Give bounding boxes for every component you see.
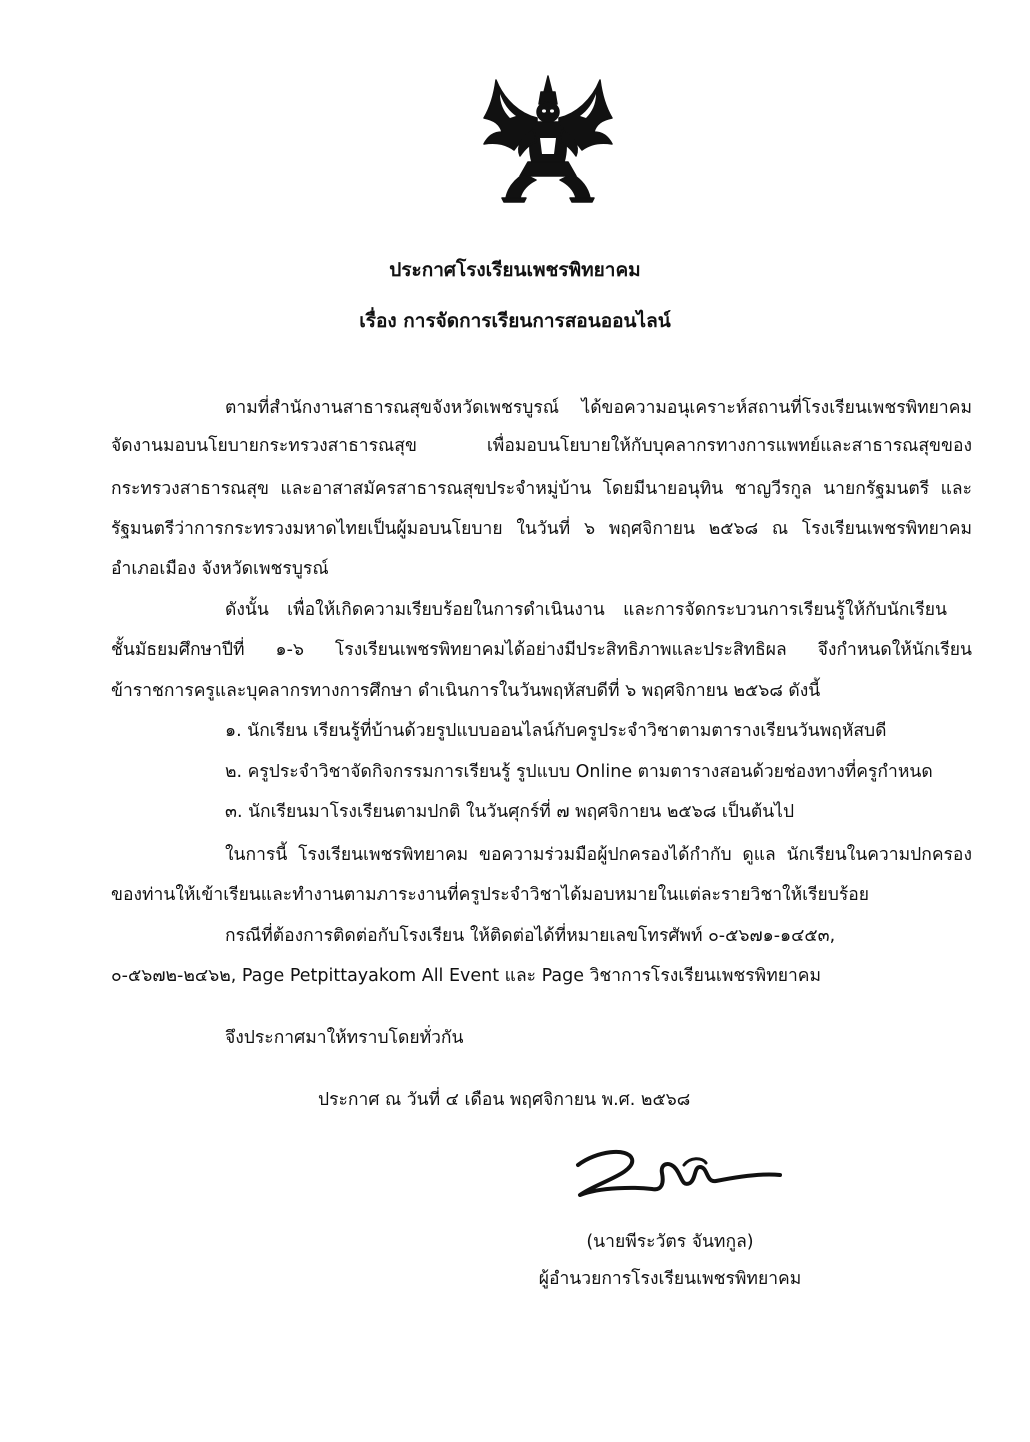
handwritten-signature-icon	[566, 1143, 786, 1209]
paragraph-line: ในการนี้ โรงเรียนเพชรพิทยาคม ขอความร่วมมือผู้ปกครองได้กำกับ ดูแล นักเรียนในความปกครอง	[225, 845, 972, 865]
list-item: ๑. นักเรียน เรียนรู้ที่บ้านด้วยรูปแบบออนไลน์กับครูประจำวิชาตามตารางเรียนวันพฤหัสบดี	[225, 721, 887, 741]
paragraph-line: ของท่านให้เข้าเรียนและทำงานตามภาระงานที่ครูประจำวิชาได้มอบหมายในแต่ละรายวิชาให้เรียบร้อย	[111, 885, 870, 905]
paragraph-line: ตามที่สำนักงานสาธารณสุขจังหวัดเพชรบูรณ์ ได้ขอความอนุเคราะห์สถานที่โรงเรียนเพชรพิทยาคม	[225, 398, 972, 418]
paragraph-line: อำเภอเมือง จังหวัดเพชรบูรณ์	[111, 559, 329, 579]
garuda-emblem-icon	[480, 74, 616, 204]
paragraph-line: ข้าราชการครูและบุคลากรทางการศึกษา ดำเนินการในวันพฤหัสบดีที่ ๖ พฤศจิกายน ๒๕๖๘ ดังนี้	[111, 681, 821, 701]
paragraph-line: ดังนั้น เพื่อให้เกิดความเรียบร้อยในการดำเนินงาน และการจัดกระบวนการเรียนรู้ให้กับนักเรียน	[225, 600, 947, 620]
paragraph-line: ๐-๕๖๗๒-๒๔๖๒, Page Petpittayakom All Event และ Page วิชาการโรงเรียนเพชรพิทยาคม	[111, 966, 822, 986]
paragraph-line: กระทรวงสาธารณสุข และอาสาสมัครสาธารณสุขประจำหมู่บ้าน โดยมีนายอนุทิน ชาญวีรกูล นายกรัฐมนตรี และ	[111, 479, 972, 499]
list-item: ๒. ครูประจำวิชาจัดกิจกรรมการเรียนรู้ รูปแบบ Online ตามตารางสอนด้วยช่องทางที่ครูกำหนด	[225, 762, 933, 782]
paragraph-line: ชั้นมัธยมศึกษาปีที่ ๑-๖ โรงเรียนเพชรพิทยาคมได้อย่างมีประสิทธิภาพและประสิทธิผล จึงกำหนดให้นักเรียน	[111, 640, 972, 660]
closing-line: จึงประกาศมาให้ทราบโดยทั่วกัน	[225, 1028, 464, 1048]
signer-name: (นายพีระวัตร จันทกูล)	[586, 1232, 754, 1252]
signer-position: ผู้อำนวยการโรงเรียนเพชรพิทยาคม	[538, 1269, 802, 1289]
date-line: ประกาศ ณ วันที่ ๔ เดือน พฤศจิกายน พ.ศ. ๒๕๖๘	[318, 1090, 691, 1110]
list-item: ๓. นักเรียนมาโรงเรียนตามปกติ ในวันศุกร์ที่ ๗ พฤศจิกายน ๒๕๖๘ เป็นต้นไป	[225, 802, 795, 822]
paragraph-line: รัฐมนตรีว่าการกระทรวงมหาดไทยเป็นผู้มอบนโยบาย ในวันที่ ๖ พฤศจิกายน ๒๕๖๘ ณ โรงเรียนเพชรพิทยาคม	[111, 519, 972, 539]
announcement-title: ประกาศโรงเรียนเพชรพิทยาคม	[389, 259, 641, 281]
paragraph-line: จัดงานมอบนโยบายกระทรวงสาธารณสุข เพื่อมอบนโยบายให้กับบุคลากรทางการแพทย์และสาธารณสุขของ	[111, 436, 972, 456]
paragraph-line: กรณีที่ต้องการติดต่อกับโรงเรียน ให้ติดต่อได้ที่หมายเลขโทรศัพท์ ๐-๕๖๗๑-๑๔๕๓,	[225, 926, 836, 946]
announcement-subject: เรื่อง การจัดการเรียนการสอนออนไลน์	[359, 310, 671, 332]
